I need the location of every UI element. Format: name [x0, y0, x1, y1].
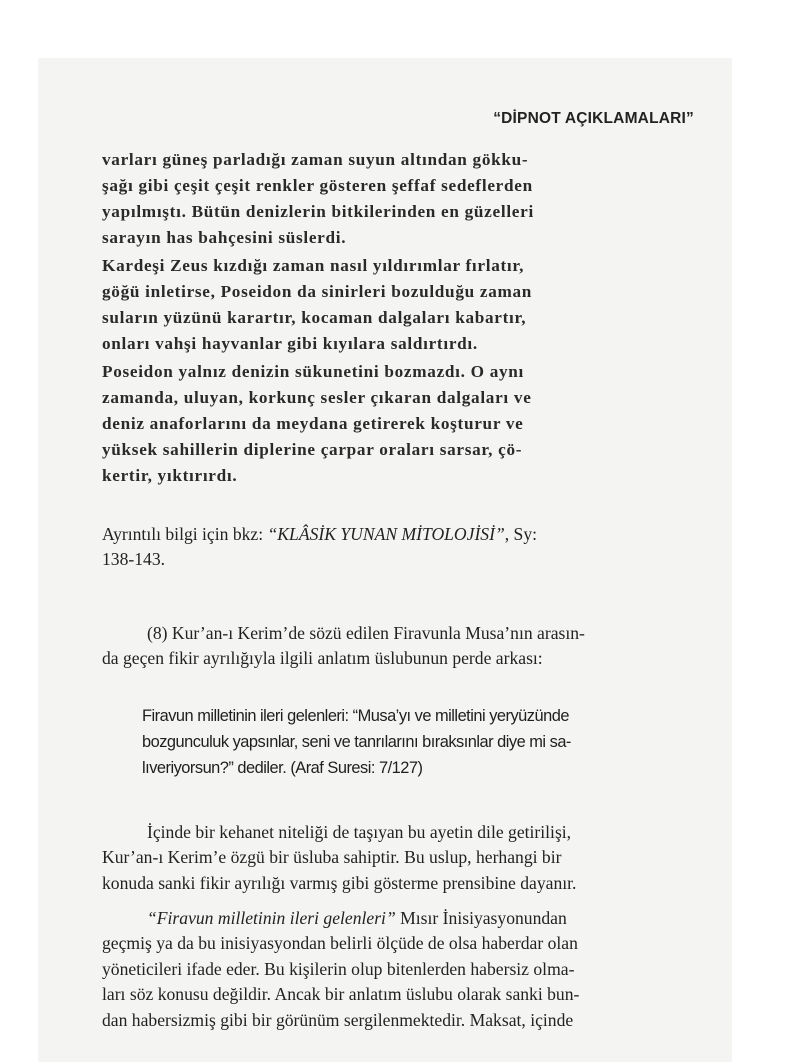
- note-8: [102, 621, 692, 672]
- para4-line: konuda sanki fikir ayrılığı varmış gibi gösterme prensibine dayanır.: [102, 872, 577, 893]
- para5-line: ları söz konusu değildir. Ancak bir anlatım üslubu olarak sanki bun-: [102, 984, 580, 1005]
- note8-line: da geçen fikir ayrılığıyla ilgili anlatım üslubunun perde arkası:: [102, 648, 543, 669]
- para5-line: dan habersizmiş gibi bir görünüm sergilenmektedir. Maksat, içinde: [102, 1009, 574, 1030]
- para1-line: şağı gibi çeşit çeşit renkler gösteren şeffaf sedeflerden: [102, 176, 533, 195]
- quran-quote: [142, 703, 687, 781]
- para5-line: geçmiş ya da bu inisiyasyondan belirli ölçüde de olsa haberdar olan: [102, 933, 578, 954]
- quote-line: Firavun milletinin ileri gelenleri: “Musa’yı ve milletini yeryüzünde: [142, 707, 569, 725]
- para2-line: göğü inletirse, Poseidon da sinirleri bozulduğu zaman: [102, 282, 533, 301]
- para3-line: Poseidon yalnız denizin sükunetini bozmazdı. O aynı: [102, 362, 525, 381]
- reference: [102, 522, 692, 573]
- page-header: “DİPNOT AÇIKLAMALARI”: [493, 110, 694, 127]
- reference-pages: 138-143.: [102, 549, 166, 570]
- para3-line: yüksek sahillerin diplerine çarpar oraları sarsar, çö-: [102, 440, 523, 459]
- para5-line: yöneticileri ifade eder. Bu kişilerin olup bitenlerden habersiz olma-: [102, 958, 575, 979]
- para1-line: sarayın has bahçesini süslerdi.: [102, 228, 347, 247]
- para2-line: suların yüzünü karartır, kocaman dalgaları kabartır,: [102, 308, 527, 327]
- reference-suffix: , Sy:: [504, 524, 538, 544]
- para3-line: kertir, yıktırırdı.: [102, 466, 238, 485]
- para2-line: Kardeşi Zeus kızdığı zaman nasıl yıldırımlar fırlatır,: [102, 256, 525, 275]
- quote-line: lıveriyorsun?” dediler. (Araf Suresi: 7/127): [142, 759, 423, 777]
- mythology-passage: [102, 147, 692, 489]
- paragraph-4: [102, 820, 692, 896]
- quote-line: bozgunculuk yapsınlar, seni ve tanrılarını bıraksınlar diye mi sa-: [142, 733, 571, 751]
- para4-line: İçinde bir kehanet niteliği de taşıyan bu ayetin dile getirilişi,: [147, 822, 572, 842]
- para1-line: varları güneş parladığı zaman suyun altından gökku-: [102, 150, 529, 169]
- para4-line: Kur’an-ı Kerim’e özgü bir üsluba sahiptir. Bu uslup, herhangi bir: [102, 847, 562, 868]
- para1-line: yapılmıştı. Bütün denizlerin bitkilerinden en güzelleri: [102, 202, 534, 221]
- para5-italic: “Firavun milletinin ileri gelenleri”: [147, 908, 396, 928]
- para2-line: onları vahşi hayvanlar gibi kıyılara saldırtırdı.: [102, 334, 478, 353]
- para5-line1-rest: Mısır İnisiyasyonundan: [395, 908, 567, 928]
- reference-book-title: “KLÂSİK YUNAN MİTOLOJİSİ”: [267, 524, 505, 544]
- para3-line: zamanda, uluyan, korkunç sesler çıkaran dalgaları ve: [102, 388, 532, 407]
- note8-line: (8) Kur’an-ı Kerim’de sözü edilen Firavunla Musa’nın arasın-: [147, 623, 585, 643]
- para3-line: deniz anaforlarını da meydana getirerek koşturur ve: [102, 414, 524, 433]
- paragraph-5: [102, 906, 692, 1033]
- reference-prefix: Ayrıntılı bilgi için bkz:: [102, 524, 268, 544]
